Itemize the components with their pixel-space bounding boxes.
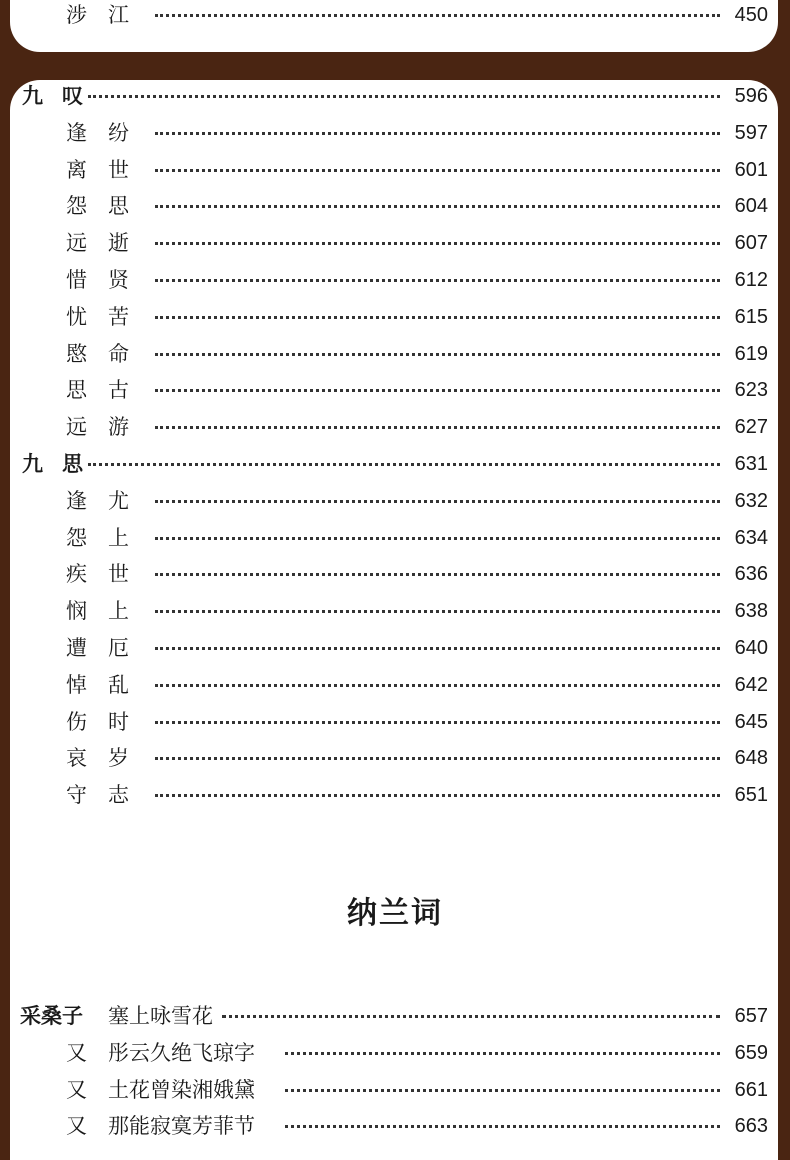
entry-char: 哀 <box>66 746 87 770</box>
dot-leader <box>155 426 720 429</box>
page-number: 596 <box>734 85 768 107</box>
entry-char: 忧 <box>66 305 87 329</box>
entry-char: 怨 <box>66 194 87 218</box>
dot-leader <box>285 1125 720 1128</box>
entry-char: 苦 <box>108 305 129 329</box>
entry-char: 逢 <box>66 489 87 513</box>
dot-leader <box>155 353 720 356</box>
toc-entry <box>0 412 790 442</box>
entry-char: 远 <box>66 415 87 439</box>
dot-leader <box>155 205 720 208</box>
page-number: 636 <box>734 563 768 585</box>
ci-entry <box>0 1001 790 1031</box>
heading-char: 思 <box>62 452 83 476</box>
entry-char: 思 <box>108 194 129 218</box>
entry-char: 尤 <box>108 489 129 513</box>
toc-entry <box>0 375 790 405</box>
entry-title: 土花曾染湘娥黛 <box>108 1078 255 1102</box>
toc-entry <box>0 670 790 700</box>
page-number: 663 <box>734 1115 768 1137</box>
dot-leader <box>155 610 720 613</box>
toc-entry <box>0 0 790 30</box>
toc-entry <box>0 559 790 589</box>
tune-name: 采桑子 <box>20 1004 83 1028</box>
dot-leader <box>88 463 720 466</box>
dot-leader <box>155 500 720 503</box>
page-number: 645 <box>734 711 768 733</box>
entry-char: 涉 <box>66 3 87 27</box>
entry-char: 江 <box>108 3 129 27</box>
page-number: 640 <box>734 637 768 659</box>
section-title: 纳兰词 <box>347 896 443 931</box>
page-number: 597 <box>734 122 768 144</box>
entry-char: 悯 <box>66 599 87 623</box>
page-number: 638 <box>734 600 768 622</box>
tune-name: 又 <box>66 1041 87 1065</box>
dot-leader <box>155 169 720 172</box>
ci-entry <box>0 1038 790 1068</box>
entry-char: 惜 <box>66 268 87 292</box>
tune-name: 又 <box>66 1078 87 1102</box>
page-number: 601 <box>734 159 768 181</box>
page-number: 604 <box>734 195 768 217</box>
entry-char: 守 <box>66 783 87 807</box>
tune-name: 又 <box>66 1114 87 1138</box>
page-number: 634 <box>734 527 768 549</box>
entry-char: 逢 <box>66 121 87 145</box>
entry-title: 那能寂寞芳菲节 <box>108 1114 255 1138</box>
toc-entry <box>0 265 790 295</box>
dot-leader <box>155 316 720 319</box>
dot-leader <box>155 757 720 760</box>
entry-char: 岁 <box>108 746 129 770</box>
dot-leader <box>155 647 720 650</box>
page-number: 631 <box>734 453 768 475</box>
page-number: 623 <box>734 379 768 401</box>
dot-leader <box>155 721 720 724</box>
toc-entry <box>0 191 790 221</box>
dot-leader <box>155 684 720 687</box>
toc-entry <box>0 707 790 737</box>
dot-leader <box>285 1089 720 1092</box>
page-number: 642 <box>734 674 768 696</box>
entry-char: 伤 <box>66 710 87 734</box>
heading-char: 九 <box>22 452 43 476</box>
dot-leader <box>155 279 720 282</box>
entry-char: 命 <box>108 342 129 366</box>
toc-entry <box>0 633 790 663</box>
entry-char: 古 <box>108 378 129 402</box>
entry-char: 上 <box>108 599 129 623</box>
toc-group-heading <box>0 449 790 479</box>
entry-char: 悼 <box>66 673 87 697</box>
dot-leader <box>155 537 720 540</box>
entry-char: 时 <box>108 710 129 734</box>
toc-entry <box>0 596 790 626</box>
page-number: 607 <box>734 232 768 254</box>
entry-char: 遭 <box>66 636 87 660</box>
page-number: 657 <box>734 1005 768 1027</box>
toc-entry <box>0 743 790 773</box>
entry-title: 塞上咏雪花 <box>108 1004 213 1028</box>
page-number: 619 <box>734 343 768 365</box>
dot-leader <box>88 95 720 98</box>
entry-char: 离 <box>66 158 87 182</box>
entry-char: 上 <box>108 526 129 550</box>
toc-entry <box>0 486 790 516</box>
dot-leader <box>155 132 720 135</box>
entry-char: 纷 <box>108 121 129 145</box>
entry-char: 志 <box>108 783 129 807</box>
entry-char: 乱 <box>108 673 129 697</box>
entry-char: 世 <box>108 562 129 586</box>
toc-entry <box>0 155 790 185</box>
entry-char: 怨 <box>66 526 87 550</box>
dot-leader <box>155 573 720 576</box>
entry-char: 思 <box>66 378 87 402</box>
page-number: 661 <box>734 1079 768 1101</box>
page-number: 651 <box>734 784 768 806</box>
toc-group-heading <box>0 81 790 111</box>
dot-leader <box>222 1015 720 1018</box>
dot-leader <box>155 14 720 17</box>
entry-char: 愍 <box>66 342 87 366</box>
entry-char: 远 <box>66 231 87 255</box>
entry-char: 厄 <box>108 636 129 660</box>
ci-entry <box>0 1075 790 1105</box>
ci-entry <box>0 1111 790 1141</box>
toc-entry <box>0 228 790 258</box>
dot-leader <box>155 794 720 797</box>
toc-entry <box>0 523 790 553</box>
dot-leader <box>155 389 720 392</box>
heading-char: 九 <box>22 84 43 108</box>
toc-entry <box>0 302 790 332</box>
dot-leader <box>155 242 720 245</box>
entry-title: 彤云久绝飞琼字 <box>108 1041 255 1065</box>
toc-entry <box>0 780 790 810</box>
page-number: 615 <box>734 306 768 328</box>
entry-char: 疾 <box>66 562 87 586</box>
heading-char: 叹 <box>62 84 83 108</box>
entry-char: 世 <box>108 158 129 182</box>
page-number: 659 <box>734 1042 768 1064</box>
page-number: 450 <box>734 4 768 26</box>
page-number: 632 <box>734 490 768 512</box>
page-number: 648 <box>734 747 768 769</box>
toc-entry <box>0 339 790 369</box>
entry-char: 逝 <box>108 231 129 255</box>
entry-char: 贤 <box>108 268 129 292</box>
toc-entry <box>0 118 790 148</box>
page-number: 627 <box>734 416 768 438</box>
page-number: 612 <box>734 269 768 291</box>
entry-char: 游 <box>108 415 129 439</box>
dot-leader <box>285 1052 720 1055</box>
